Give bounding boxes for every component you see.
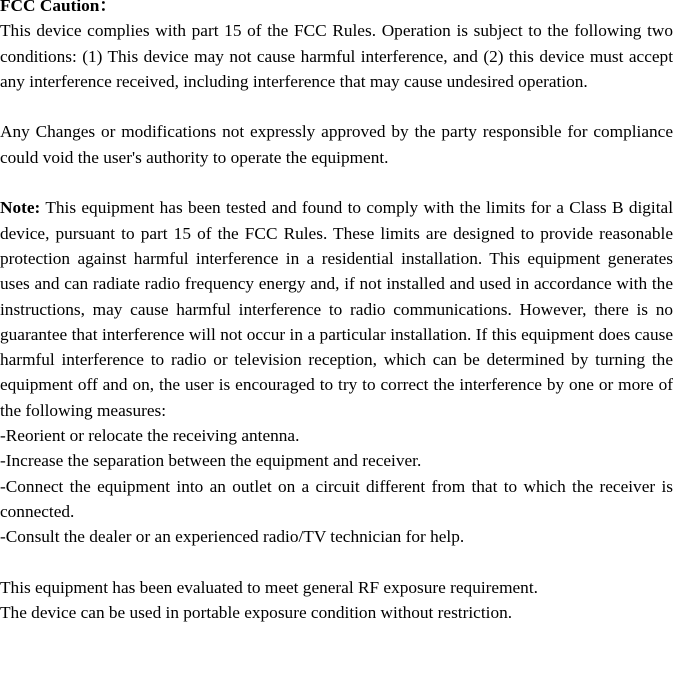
spacer (0, 170, 673, 195)
rf-exposure-line: This equipment has been evaluated to meet general RF exposure requirement. (0, 577, 538, 597)
note-label: Note: (0, 198, 41, 218)
note-paragraph (0, 195, 673, 423)
spacer (0, 550, 673, 575)
measure-item: -Connect the equipment into an outlet on a circuit different from that to which the receiver is connected. (0, 476, 673, 521)
measure-item: -Increase the separation between the equipment and receiver. (0, 451, 422, 471)
document-title: FCC Caution： (0, 0, 117, 15)
portable-exposure-line: The device can be used in portable exposure condition without restriction. (0, 603, 513, 623)
modifications-paragraph: Any Changes or modifications not expressly approved by the party responsible for compliance could void the user's authority to operate the equipment. (0, 122, 673, 167)
measure-item: -Consult the dealer or an experienced radio/TV technician for help. (0, 527, 465, 547)
measure-item: -Reorient or relocate the receiving antenna. (0, 426, 300, 446)
compliance-paragraph: This device complies with part 15 of the FCC Rules. Operation is subject to the following two conditions: (1) This device may not cause harmful interference, and (2) this device must accept any interference received, including interference that may cause undesired operation. (0, 21, 673, 91)
note-text: This equipment has been tested and found to comply with the limits for a Class B digital device, pursuant to part 15 of the FCC Rules. These limits are designed to provide reasonable protection against harmful interference in a residential installation. This equipment generates uses and can radiate radio frequency energy and, if not installed and used in accordance with the instructions, may cause harmful interference to radio communications. However, there is no guarantee that interference will not occur in a particular installation. If this equipment does cause harmful interference to radio or television reception, which can be determined by turning the equipment off and on, the user is encouraged to try to correct the interference by one or more of the following measures: (0, 198, 673, 420)
spacer (0, 94, 673, 119)
